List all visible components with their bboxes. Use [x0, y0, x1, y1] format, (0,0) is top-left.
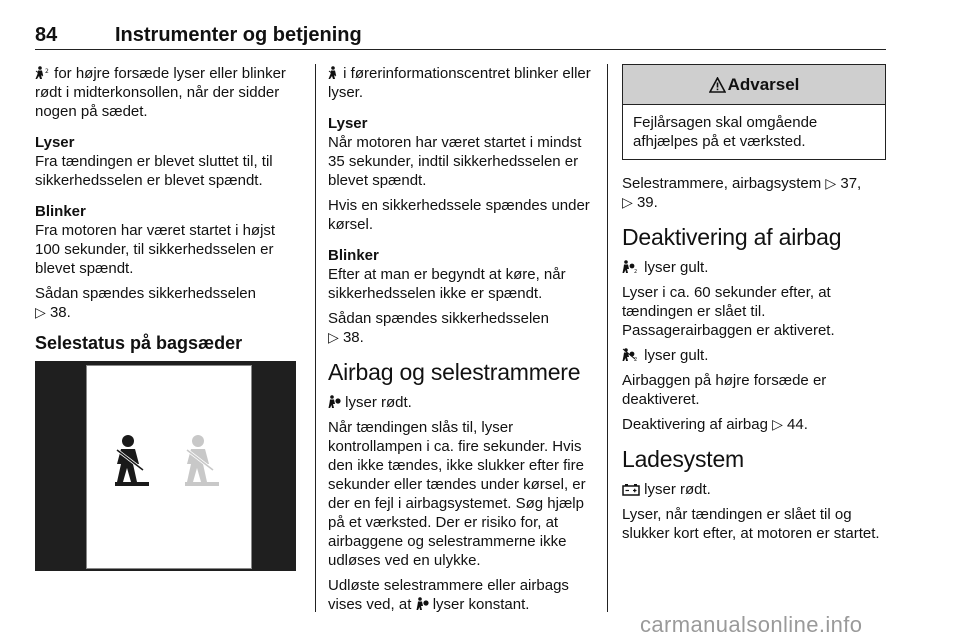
seatbelt-icon [328, 66, 339, 80]
paragraph [622, 283, 886, 340]
airbag-off-desc: Lyser i ca. 60 sekunder efter, at tændingen er slået til. Passagerairbaggen er aktiveret. [622, 284, 835, 339]
page-reference[interactable]: 44. [787, 416, 808, 433]
page-reference[interactable]: 39. [636, 194, 658, 211]
airbag-icon [416, 597, 429, 611]
page-title: Instrumenter og betjening [115, 24, 362, 46]
paragraph [328, 393, 594, 412]
label-lyser: Lyser [328, 115, 368, 132]
label-lyser: Lyser [35, 134, 75, 151]
seatbelt-icon [113, 434, 155, 488]
paragraph [622, 505, 886, 543]
warning-icon [709, 77, 726, 93]
intro-text: for højre forsæde lyser eller blinker rødt i midterkonsollen, når der sidder nogen på sædet. [35, 65, 286, 120]
fasten-text: Sådan spændes sikkerhedsselen [328, 310, 549, 327]
paragraph [328, 418, 594, 570]
reference-arrow-icon[interactable]: ▷ [35, 304, 46, 320]
page-number: 84 [35, 24, 58, 46]
reference-arrow-icon[interactable]: ▷ [825, 175, 837, 191]
blinker-text: Efter at man er begyndt at køre, når sikkerhedsselen ikke er spændt. [328, 266, 566, 302]
column-divider [315, 64, 316, 612]
page-reference[interactable]: 37, [840, 175, 862, 192]
seatbelt-2-icon [35, 66, 50, 80]
reference-arrow-icon[interactable]: ▷ [772, 416, 783, 432]
svg-text:2: 2 [634, 357, 638, 362]
paragraph [622, 258, 886, 277]
warning-title-text: Advarsel [727, 75, 800, 94]
airbag-off-crossed-icon [622, 348, 640, 362]
warning-box [622, 64, 886, 160]
intro-text: i førerinformationscentret blinker eller lyser. [328, 65, 591, 101]
airbag-off2-status: lyser gult. [644, 347, 709, 364]
deployed-text-2: lyser konstant. [432, 596, 530, 613]
column-2 [328, 64, 594, 626]
paragraph [328, 64, 594, 102]
paragraph [622, 415, 886, 434]
column-3 [622, 64, 886, 555]
svg-text:2: 2 [634, 269, 638, 274]
paragraph [35, 133, 301, 190]
airbag-off-icon [622, 260, 640, 274]
lyser-text-2: Hvis en sikkerhedssele spændes under kørsel. [328, 197, 590, 233]
paragraph [328, 196, 594, 234]
lyser-text: Fra tændingen er blevet sluttet til, til sikkerhedsselen er blevet spændt. [35, 153, 273, 189]
blinker-text: Fra motoren har været startet i højst 100 sekunder, til sikkerhedsselen er blevet spændt. [35, 222, 276, 277]
airbag-off2-desc: Airbaggen på højre forsæde er deaktiveret. [622, 372, 827, 408]
refs-text: Selestrammere, airbagsystem [622, 175, 822, 192]
paragraph [35, 202, 301, 278]
warning-body: Fejlårsagen skal omgående afhjælpes på et værksted. [633, 114, 818, 150]
reference-arrow-icon[interactable]: ▷ [622, 194, 633, 210]
airbag-status: lyser rødt. [345, 394, 412, 411]
fasten-text: Sådan spændes sikkerhedsselen [35, 285, 256, 302]
paragraph [622, 480, 886, 499]
airbag-off-status: lyser gult. [644, 259, 709, 276]
paragraph [328, 114, 594, 190]
reference-arrow-icon[interactable]: ▷ [328, 329, 339, 345]
paragraph [622, 346, 886, 365]
deact-ref-text: Deaktivering af airbag [622, 416, 768, 433]
watermark: carmanualsonline.info [640, 612, 863, 637]
battery-icon [622, 483, 640, 496]
page-header [35, 8, 886, 50]
column-1 [35, 64, 301, 373]
label-blinker: Blinker [35, 203, 86, 220]
paragraph [622, 371, 886, 409]
svg-text:2: 2 [45, 68, 49, 75]
section-heading: Airbag og selestrammere [328, 359, 581, 385]
lyser-text: Når motoren har været startet i mindst 35 sekunder, indtil sikkerhedsselen er blevet spændt. [328, 134, 582, 189]
rear-seatbelt-figure [35, 361, 296, 571]
label-blinker: Blinker [328, 247, 379, 264]
section-heading: Deaktivering af airbag [622, 224, 842, 250]
airbag-icon [328, 395, 341, 409]
paragraph [328, 576, 594, 614]
page-reference[interactable]: 38. [49, 304, 71, 321]
paragraph [622, 174, 886, 212]
indicator-panel [86, 365, 252, 569]
warning-title [623, 65, 885, 105]
column-divider [607, 64, 608, 612]
paragraph [328, 246, 594, 303]
paragraph [328, 309, 594, 347]
deployed-text: Udløste selestrammere eller airbags vises ved, at [328, 577, 569, 613]
seatbelt-icon [183, 434, 225, 488]
section-heading: Ladesystem [622, 446, 745, 472]
charge-status: lyser rødt. [644, 481, 711, 498]
charge-desc: Lyser, når tændingen er slået til og slukker kort efter, at motoren er startet. [622, 506, 880, 542]
page-reference[interactable]: 38. [342, 329, 364, 346]
section-heading: Selestatus på bagsæder [35, 333, 243, 353]
paragraph [35, 284, 301, 322]
paragraph [35, 64, 301, 121]
airbag-text: Når tændingen slås til, lyser kontrollampen i ca. fire sekunder. Hvis den ikke tændes, ikke slukker efter fire sekunder eller tændes under kørsel, er der en fejl i airbagsystemet. Søg hjælp på et værksted. Der er risiko for, at airbaggene og selestrammerne ikke udløses ved en ulykke. [328, 419, 586, 569]
